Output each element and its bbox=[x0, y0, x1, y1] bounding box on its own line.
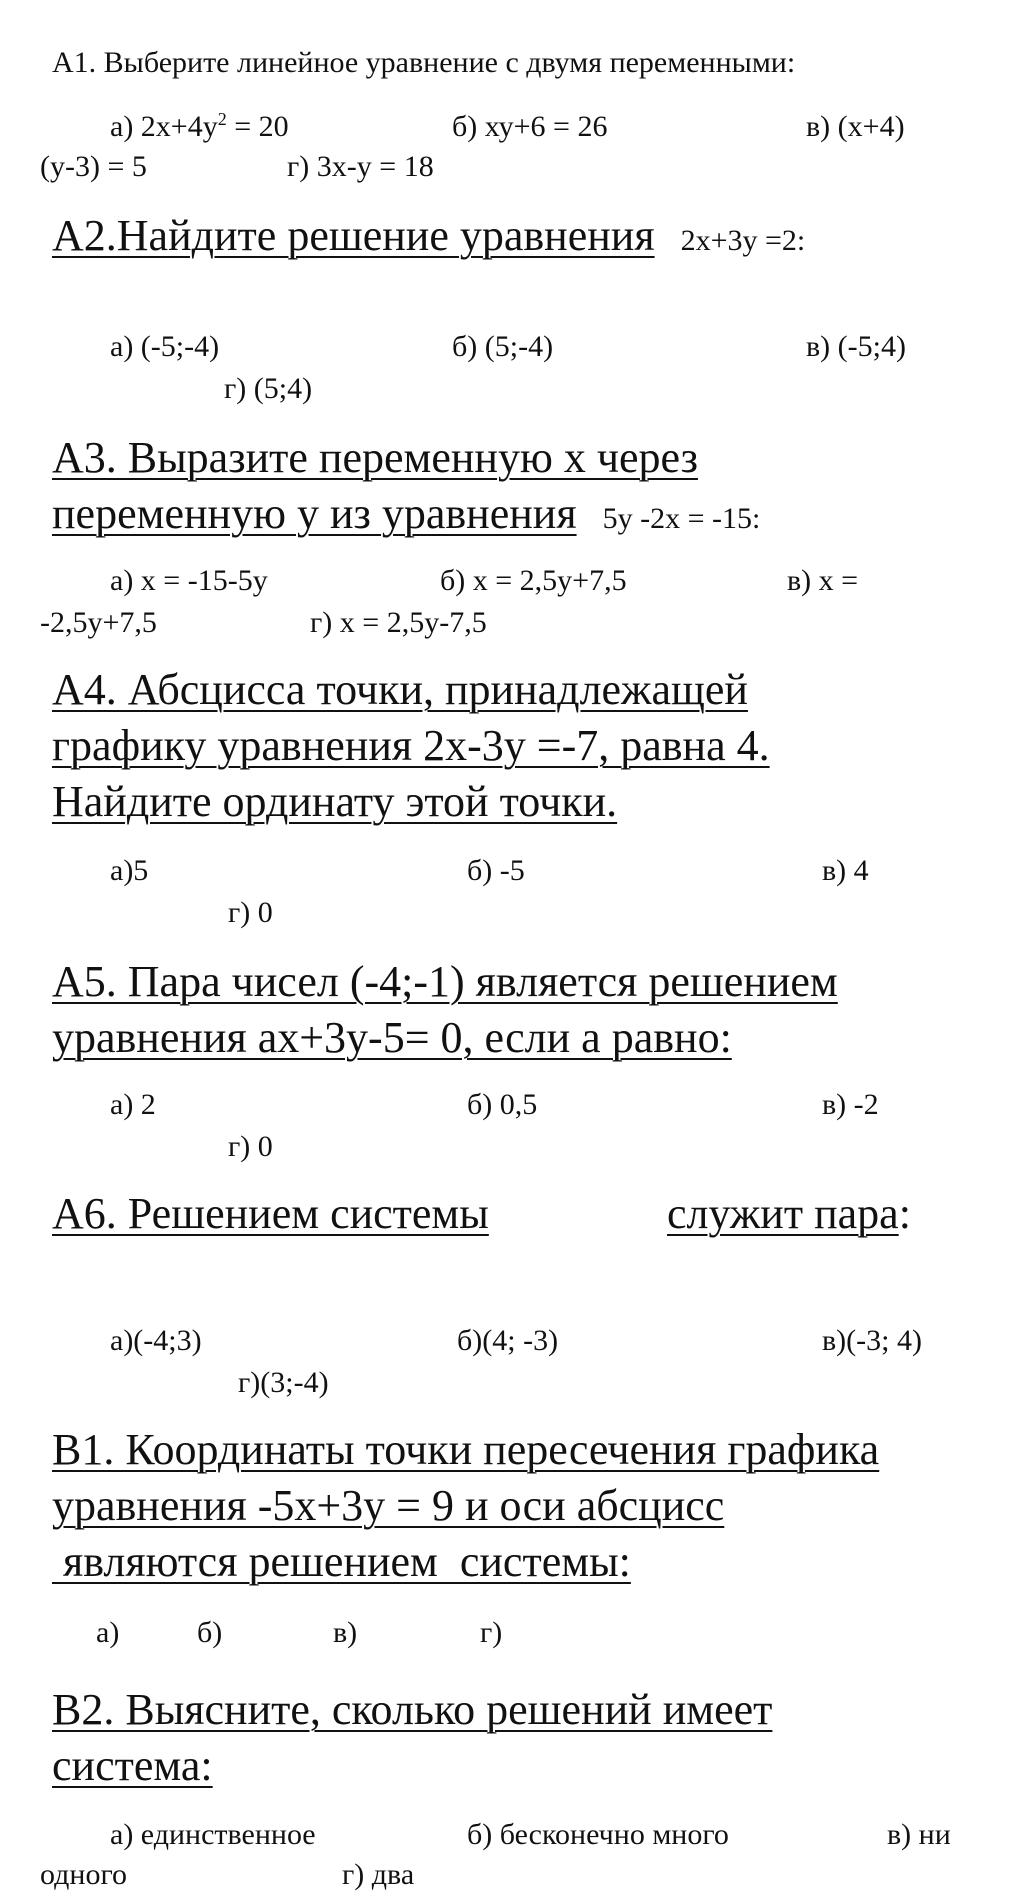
option-a6-b: б)(4; -3) bbox=[457, 1324, 559, 1357]
option-a5-g: г) 0 bbox=[228, 1130, 273, 1163]
option-a1-a bbox=[110, 110, 289, 144]
option-a5-v: в) -2 bbox=[822, 1088, 879, 1121]
option-a6-a: а)(-4;3) bbox=[110, 1324, 202, 1357]
option-a1-a-text: а) 2х+4у bbox=[110, 110, 218, 143]
question-b2-line1: В2. Выясните, сколько решений имеет bbox=[52, 1685, 773, 1734]
option-a2-g: г) (5;4) bbox=[224, 372, 313, 405]
option-a1-a-tail: = 20 bbox=[226, 110, 289, 143]
option-a3-b: б) х = 2,5у+7,5 bbox=[440, 564, 627, 597]
option-b1-a: а) bbox=[96, 1616, 120, 1649]
question-a2-text: А2.Найдите решение уравнения bbox=[52, 211, 655, 260]
question-a3-line2 bbox=[52, 488, 760, 539]
option-a1-g: г) 3х-у = 18 bbox=[287, 150, 434, 183]
option-b1-v: в) bbox=[333, 1616, 358, 1649]
option-a3-g: г) х = 2,5у-7,5 bbox=[310, 606, 487, 639]
question-a6-part2: служит пара bbox=[667, 1189, 899, 1238]
question-b1-line2: уравнения -5х+3у = 9 и оси абсцисс bbox=[52, 1481, 725, 1530]
option-b2-a: а) единственное bbox=[110, 1818, 316, 1851]
option-a4-g: г) 0 bbox=[228, 896, 273, 929]
option-b1-b: б) bbox=[197, 1616, 223, 1649]
option-a2-a: а) (-5;-4) bbox=[110, 330, 220, 363]
option-b1-g: г) bbox=[480, 1616, 503, 1649]
question-a6 bbox=[52, 1188, 960, 1239]
option-a2-b: б) (5;-4) bbox=[452, 330, 554, 363]
option-a5-b: б) 0,5 bbox=[467, 1088, 538, 1121]
question-a4-line1: А4. Абсцисса точки, принадлежащей bbox=[52, 665, 748, 714]
option-b2-v-end: одного bbox=[40, 1858, 128, 1891]
option-a1-a-exponent: 2 bbox=[217, 109, 227, 129]
option-b2-v-start: в) ни bbox=[887, 1818, 951, 1851]
option-a3-a: а) х = -15-5у bbox=[110, 564, 268, 597]
option-a4-v: в) 4 bbox=[822, 854, 869, 887]
option-a6-g: г)(3;-4) bbox=[238, 1366, 329, 1399]
question-b1-line1: В1. Координаты точки пересечения графика bbox=[52, 1425, 880, 1474]
option-a6-v: в)(-3; 4) bbox=[822, 1324, 922, 1357]
question-a6-part1: А6. Решением системы bbox=[52, 1189, 489, 1238]
option-a4-a: а)5 bbox=[110, 854, 149, 887]
question-a4-line3: Найдите ординату этой точки. bbox=[52, 777, 618, 826]
option-a1-v-start: в) (х+4) bbox=[806, 110, 905, 143]
question-a1: А1. Выберите линейное уравнение с двумя переменными: bbox=[52, 46, 796, 79]
question-a4-line2: графику уравнения 2х-3у =-7, равна 4. bbox=[52, 721, 770, 770]
question-a3-equation: 5у -2х = -15: bbox=[602, 502, 761, 535]
option-a4-b: б) -5 bbox=[467, 854, 525, 887]
question-a2 bbox=[52, 210, 805, 261]
question-a3-line2-text: переменную у из уравнения bbox=[52, 489, 577, 538]
option-b2-b: б) бесконечно много bbox=[467, 1818, 729, 1851]
option-a1-b: б) ху+6 = 26 bbox=[452, 110, 608, 143]
question-b2-line2: система: bbox=[52, 1741, 213, 1790]
option-a5-a: а) 2 bbox=[110, 1088, 156, 1121]
question-a3-line1: А3. Выразите переменную х через bbox=[52, 433, 698, 482]
option-a3-v-end: -2,5у+7,5 bbox=[40, 606, 157, 639]
option-a1-v-end: (у-3) = 5 bbox=[40, 150, 147, 183]
question-b1-line3: являются решением системы: bbox=[52, 1537, 631, 1586]
option-a2-v: в) (-5;4) bbox=[806, 330, 906, 363]
question-a5-line1: А5. Пара чисел (-4;-1) является решением bbox=[52, 957, 838, 1006]
question-a6-colon: : bbox=[898, 1189, 911, 1238]
question-a2-equation: 2х+3у =2: bbox=[680, 224, 806, 257]
question-a5-line2: уравнения ах+3у-5= 0, если а равно: bbox=[52, 1013, 732, 1062]
option-b2-g: г) два bbox=[342, 1858, 415, 1891]
question-a6-part2-wrap bbox=[667, 1188, 911, 1239]
option-a3-v-start: в) х = bbox=[787, 564, 859, 597]
